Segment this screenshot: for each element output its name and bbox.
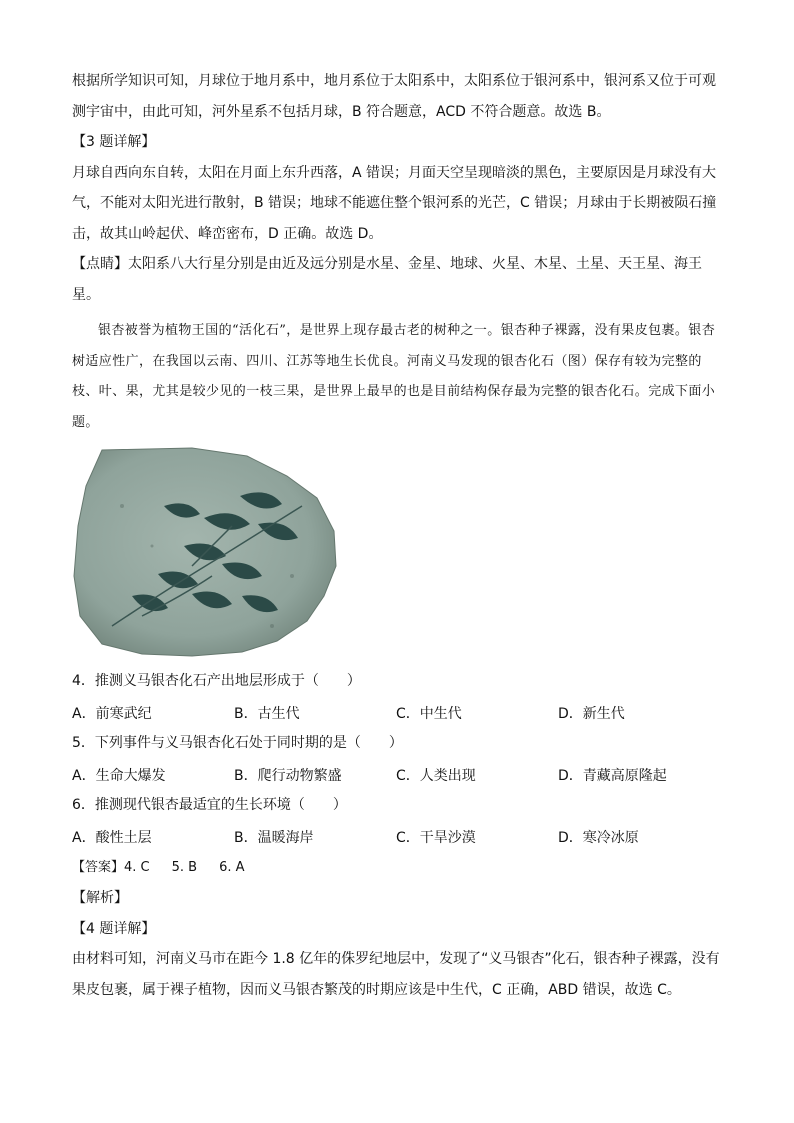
ginkgo-fossil-image: [72, 446, 340, 658]
option-a: A．前寒武纪: [72, 705, 152, 722]
question-4: [72, 666, 722, 728]
question-stem: 4．推测义马银杏化石产出地层形成于（ ）: [72, 673, 361, 689]
text-line: 测宇宙中，由此可知，河外星系不包括月球，B 符合题意，ACD 不符合题意。故选 B。: [72, 103, 611, 120]
document-body: [72, 66, 722, 1005]
dianjing-text: 太阳系八大行星分别是由近及远分别是水星、金星、地球、火星、木星、土星、天王星、海王: [128, 256, 702, 272]
option-d: D．青藏高原隆起: [558, 767, 667, 784]
passage-line: 银杏被誉为植物王国的“活化石”，是世界上现存最古老的树种之一。银杏种子裸露，没有果皮包: [98, 323, 662, 338]
text-line: 月球自西向东自转，太阳在月面上东升西落，A 错误；月面天空呈现暗淡的黑色，主要原因是月球没有大: [72, 164, 717, 181]
answer-6: 6. A: [219, 860, 245, 875]
option-c: C．干旱沙漠: [396, 829, 476, 846]
question-options: [72, 759, 722, 790]
answer-5: 5. B: [171, 860, 198, 875]
question-stem: 6．推测现代银杏最适宜的生长环境（ ）: [72, 797, 347, 813]
option-a: A．酸性土层: [72, 829, 152, 846]
question-stem: 5．下列事件与义马银杏化石处于同时期的是（ ）: [72, 735, 403, 751]
option-b: B．爬行动物繁盛: [234, 767, 342, 784]
question-options: [72, 821, 722, 852]
passage-line: 较为完整的枝、叶、果，尤其是较少见的一枝三果，是世界上最早的也是目前结构保存最为完整的银杏化: [72, 353, 702, 399]
text-line: 根据所学知识可知，月球位于地月系中，地月系位于太阳系中，太阳系位于银河系中，银河系又位于可观: [72, 73, 716, 89]
question-options: [72, 697, 722, 728]
option-b: B．温暖海岸: [234, 829, 314, 846]
text-line: 星。: [72, 286, 100, 303]
text-line: 由材料可知，河南义马市在距今 1.8 亿年的侏罗纪地层中，发现了“义马银杏”化石，银杏种子裸露，没有: [72, 951, 720, 967]
question-5: [72, 728, 722, 790]
analysis-heading: 【解析】: [72, 890, 128, 906]
dianjing-paragraph: [72, 249, 722, 280]
option-c: C．中生代: [396, 705, 462, 722]
answer-line: [72, 852, 722, 883]
text-line: 击，故其山岭起伏、峰峦密布，D 正确。故选 D。: [72, 225, 383, 242]
answer-tag: 【答案】: [72, 860, 125, 875]
answer-4: 4. C: [124, 860, 150, 875]
text-line: 气，不能对太阳光进行散射，B 错误；地球不能遮住整个银河系的光芒，C 错误；月球由于长期被陨石撞: [72, 195, 717, 211]
text-line: 果皮包裹，属于裸子植物，因而义马银杏繁茂的时期应该是中生代，C 正确，ABD 错误，故选 C。: [72, 981, 681, 998]
option-a: A．生命大爆发: [72, 767, 166, 784]
option-d: D．新生代: [558, 705, 625, 722]
dianjing-tag: 【点睛】: [72, 256, 128, 272]
section-heading-q4: 【4 题详解】: [72, 920, 156, 937]
passage-line: 裹。银杏树适应性广，在我国以云南、四川、江苏等地生长优良。河南义马发现的银杏化石（图）保存有: [72, 323, 716, 369]
reading-passage: [72, 316, 722, 438]
option-b: B．古生代: [234, 705, 300, 722]
question-6: [72, 790, 722, 852]
option-d: D．寒冷冰原: [558, 829, 639, 846]
option-c: C．人类出现: [396, 767, 476, 784]
passage-line: 石。完成下面小题。: [72, 384, 716, 430]
section-heading-q3: 【3 题详解】: [72, 134, 156, 150]
